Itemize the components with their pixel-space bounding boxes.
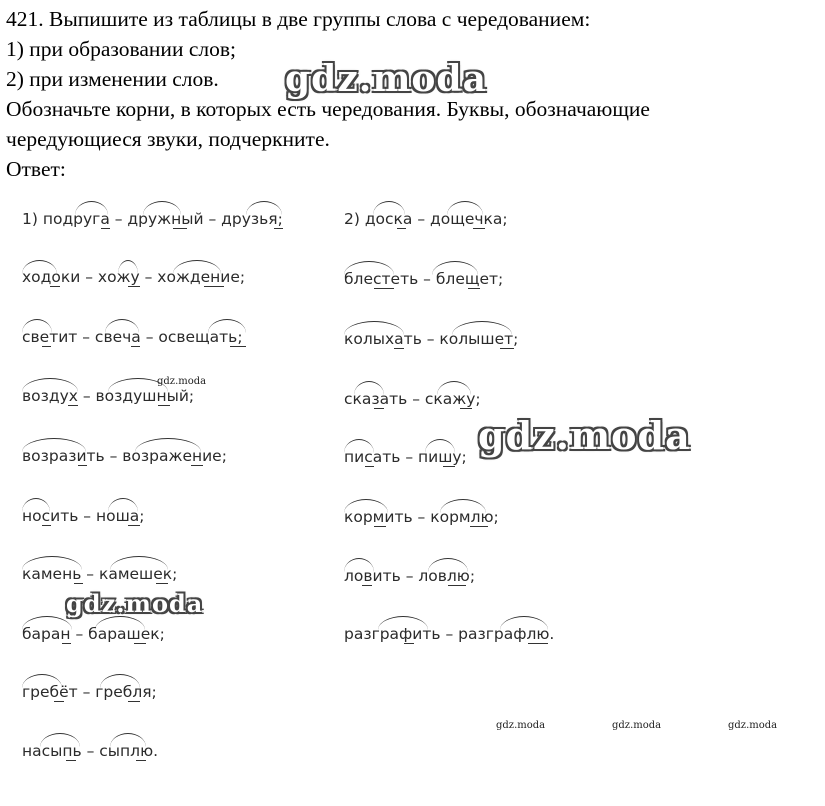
answer-row-1-10: насыпь – сыплю. xyxy=(22,742,159,760)
answer-row-1-6: носить – ноша; xyxy=(22,507,145,525)
root-arc xyxy=(432,261,478,275)
root-arc xyxy=(208,319,246,333)
answer-row-1-3: светит – свеча – освещать; xyxy=(22,328,243,346)
answer-row-1-7: камень – камешек; xyxy=(22,565,178,583)
answer-row-2-6: кормить – кормлю; xyxy=(344,508,499,526)
alternation-underline xyxy=(42,525,51,526)
root-arc xyxy=(354,381,384,395)
root-arc xyxy=(437,381,471,395)
alternation-underline xyxy=(68,405,78,406)
alternation-underline xyxy=(230,346,246,347)
root-arc xyxy=(22,260,57,274)
root-arc xyxy=(246,201,282,215)
answer-row-2-8: разграфить – разграфлю. xyxy=(344,625,555,643)
root-arc xyxy=(373,201,405,215)
alternation-underline xyxy=(156,583,168,584)
alternation-underline xyxy=(374,526,386,527)
root-arc xyxy=(110,733,146,747)
root-arc xyxy=(344,558,374,572)
task-item-1: 1) при образовании слов; xyxy=(6,37,236,61)
root-arc xyxy=(173,260,221,274)
root-arc xyxy=(22,556,82,570)
answer-row-1-9: гребёт – гребля; xyxy=(22,683,157,701)
alternation-underline xyxy=(42,346,51,347)
answer-row-1-4: воздух – воздушный; xyxy=(22,387,195,405)
watermark-small: gdz.moda xyxy=(728,720,778,731)
task-item-2: 2) при изменении слов. xyxy=(6,67,219,91)
watermark-logo: gdz.moda xyxy=(66,589,204,618)
alternation-underline xyxy=(404,643,414,644)
alternation-underline xyxy=(362,585,372,586)
root-arc xyxy=(108,498,138,512)
watermark-small: gdz.moda xyxy=(157,376,207,387)
root-arc xyxy=(500,616,548,630)
answer-row-2-2: блестеть – блещет; xyxy=(344,270,504,288)
alternation-underline xyxy=(470,526,488,527)
root-arc xyxy=(135,438,201,452)
root-arc xyxy=(344,261,394,275)
watermark-small: gdz.moda xyxy=(496,720,546,731)
root-arc xyxy=(428,558,468,572)
alternation-underline xyxy=(448,585,466,586)
alternation-underline xyxy=(131,346,140,347)
answer-row-1-8: баран – барашек; xyxy=(22,625,165,643)
root-arc xyxy=(344,439,374,453)
watermark-small: gdz.moda xyxy=(612,720,662,731)
alternation-underline xyxy=(50,286,60,287)
answer-label: Ответ: xyxy=(6,157,66,181)
answer-row-1-1: 1) подруга – дружный – друзья; xyxy=(22,210,283,228)
alternation-underline xyxy=(78,465,87,466)
alternation-underline xyxy=(204,286,224,287)
alternation-underline xyxy=(528,643,548,644)
task-instruction-line-2: чередующиеся звуки, подчеркните. xyxy=(6,127,330,151)
root-arc xyxy=(143,201,181,215)
watermark-logo: gdz.moda xyxy=(478,413,691,458)
alternation-underline xyxy=(191,465,203,466)
alternation-underline xyxy=(374,288,394,289)
answer-row-1-2: ходоки – хожу – хождение; xyxy=(22,268,246,286)
answer-row-1-5: возразить – возражение; xyxy=(22,447,227,465)
root-arc xyxy=(110,556,168,570)
root-arc xyxy=(118,260,138,274)
alternation-underline xyxy=(443,466,455,467)
alternation-underline xyxy=(136,760,146,761)
root-arc xyxy=(22,378,78,392)
alternation-underline xyxy=(394,348,404,349)
answer-row-2-7: ловить – ловлю; xyxy=(344,567,476,585)
alternation-underline xyxy=(134,643,146,644)
root-arc xyxy=(22,319,52,333)
alternation-underline xyxy=(374,408,384,409)
alternation-underline xyxy=(473,228,485,229)
root-arc xyxy=(100,674,140,688)
root-arc xyxy=(344,499,388,513)
root-arc xyxy=(440,499,486,513)
root-arc xyxy=(22,498,50,512)
alternation-underline xyxy=(62,643,71,644)
alternation-underline xyxy=(158,405,170,406)
root-arc xyxy=(95,616,145,630)
answer-row-2-4: сказать – скажу; xyxy=(344,390,481,408)
alternation-underline xyxy=(173,228,187,229)
root-arc xyxy=(447,201,483,215)
root-arc xyxy=(22,438,86,452)
alternation-underline xyxy=(54,701,64,702)
alternation-underline xyxy=(101,228,110,229)
task-title: 421. Выпишите из таблицы в две группы слова с чередованием: xyxy=(6,7,591,31)
root-arc xyxy=(22,616,72,630)
alternation-underline xyxy=(128,525,140,526)
alternation-underline xyxy=(74,583,83,584)
answer-row-2-3: колыхать – колышет; xyxy=(344,330,519,348)
alternation-underline xyxy=(274,228,283,229)
alternation-underline xyxy=(128,701,140,702)
root-arc xyxy=(22,674,62,688)
root-arc xyxy=(344,321,404,335)
root-arc xyxy=(452,321,512,335)
watermark-logo: gdz.moda xyxy=(285,58,487,100)
root-arc xyxy=(105,319,139,333)
alternation-underline xyxy=(397,228,406,229)
root-arc xyxy=(378,616,428,630)
alternation-underline xyxy=(468,288,480,289)
root-arc xyxy=(425,439,455,453)
task-instruction-line-1: Обозначьте корни, в которых есть чередования. Буквы, обозначающие xyxy=(6,97,650,121)
root-arc xyxy=(75,201,108,215)
root-arc xyxy=(40,733,80,747)
alternation-underline xyxy=(460,408,472,409)
alternation-underline xyxy=(500,348,514,349)
alternation-underline xyxy=(365,466,374,467)
answer-row-2-1: 2) доска – дощечка; xyxy=(344,210,508,228)
answer-row-2-5: писать – пишу; xyxy=(344,448,467,466)
alternation-underline xyxy=(66,760,76,761)
alternation-underline xyxy=(128,286,140,287)
